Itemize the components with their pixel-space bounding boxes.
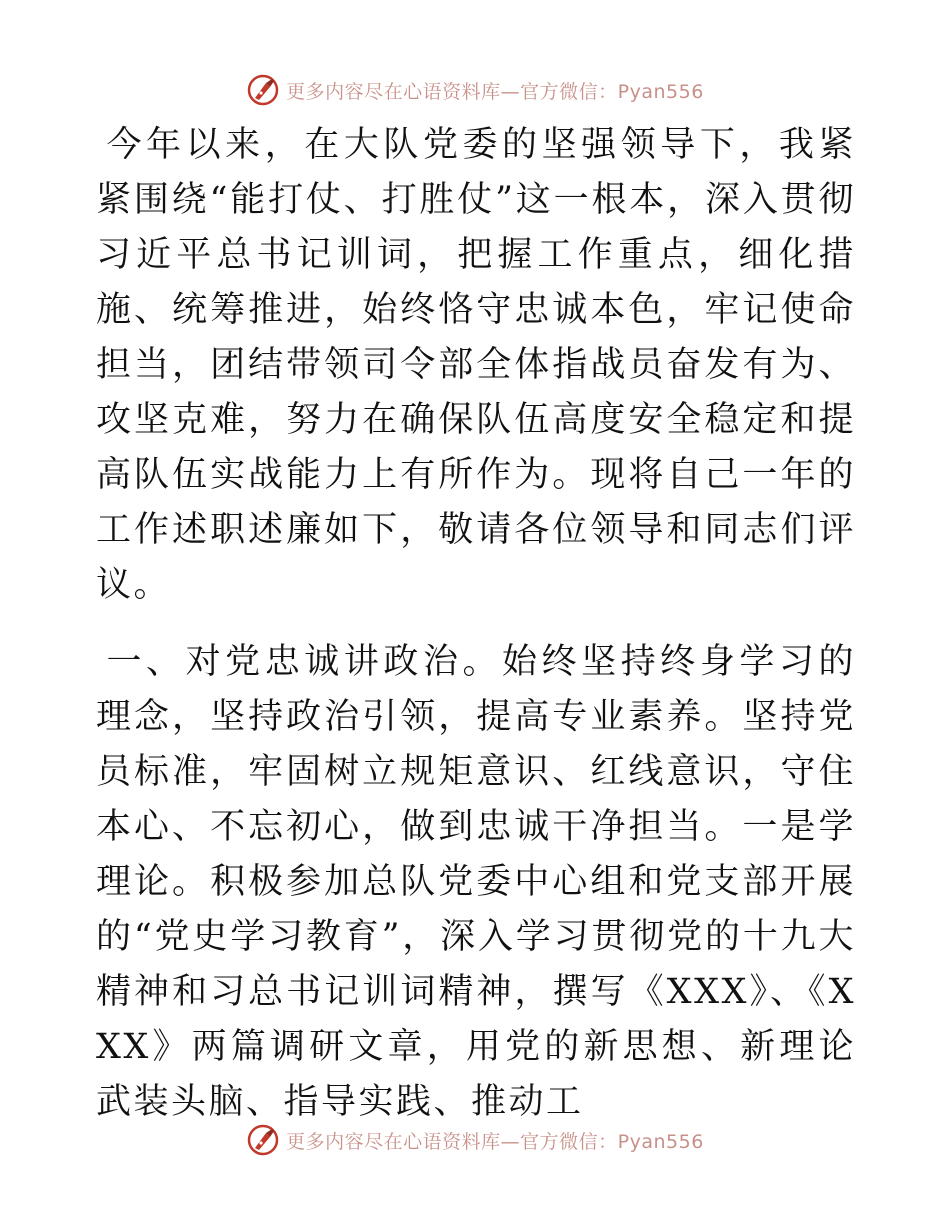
watermark-slogan: 更多内容尽在心语资料库—官方微信：Pyan556: [286, 80, 704, 103]
paragraph-intro: 今年以来，在大队党委的坚强领导下，我紧紧围绕“能打仗、打胜仗”这一根本，深入贯彻习近平总书记训词，把握工作重点，细化措施、统筹推进，始终恪守忠诚本色，牢记使命担当，团结带领司令部全体指战员奋发有为、攻坚克难，努力在确保队伍高度安全稳定和提高队伍实战能力上有所作为。现将自己一年的工作述职述廉如下，敬请各位领导和同志们评议。: [96, 125, 856, 605]
watermark-slogan: 更多内容尽在心语资料库—官方微信：Pyan556: [286, 1130, 704, 1153]
document-body: [96, 118, 856, 1130]
footer-watermark-banner: [0, 1120, 950, 1160]
pen-nib-logo-icon: [246, 73, 280, 107]
paragraph-section-one: 一、对党忠诚讲政治。始终坚持终身学习的理念，坚持政治引领，提高专业素养。坚持党员标准，牢固树立规矩意识、红线意识，守住本心、不忘初心，做到忠诚干净担当。一是学理论。积极参加总队党委中心组和党支部开展的“党史学习教育”，深入学习贯彻党的十九大精神和习总书记训词精神，撰写《XXX》、《XXX》两篇调研文章，用党的新思想、新理论武装头脑、指导实践、推动工: [96, 642, 856, 1122]
pen-nib-logo-icon: [246, 1123, 280, 1157]
header-watermark-banner: [0, 70, 950, 110]
